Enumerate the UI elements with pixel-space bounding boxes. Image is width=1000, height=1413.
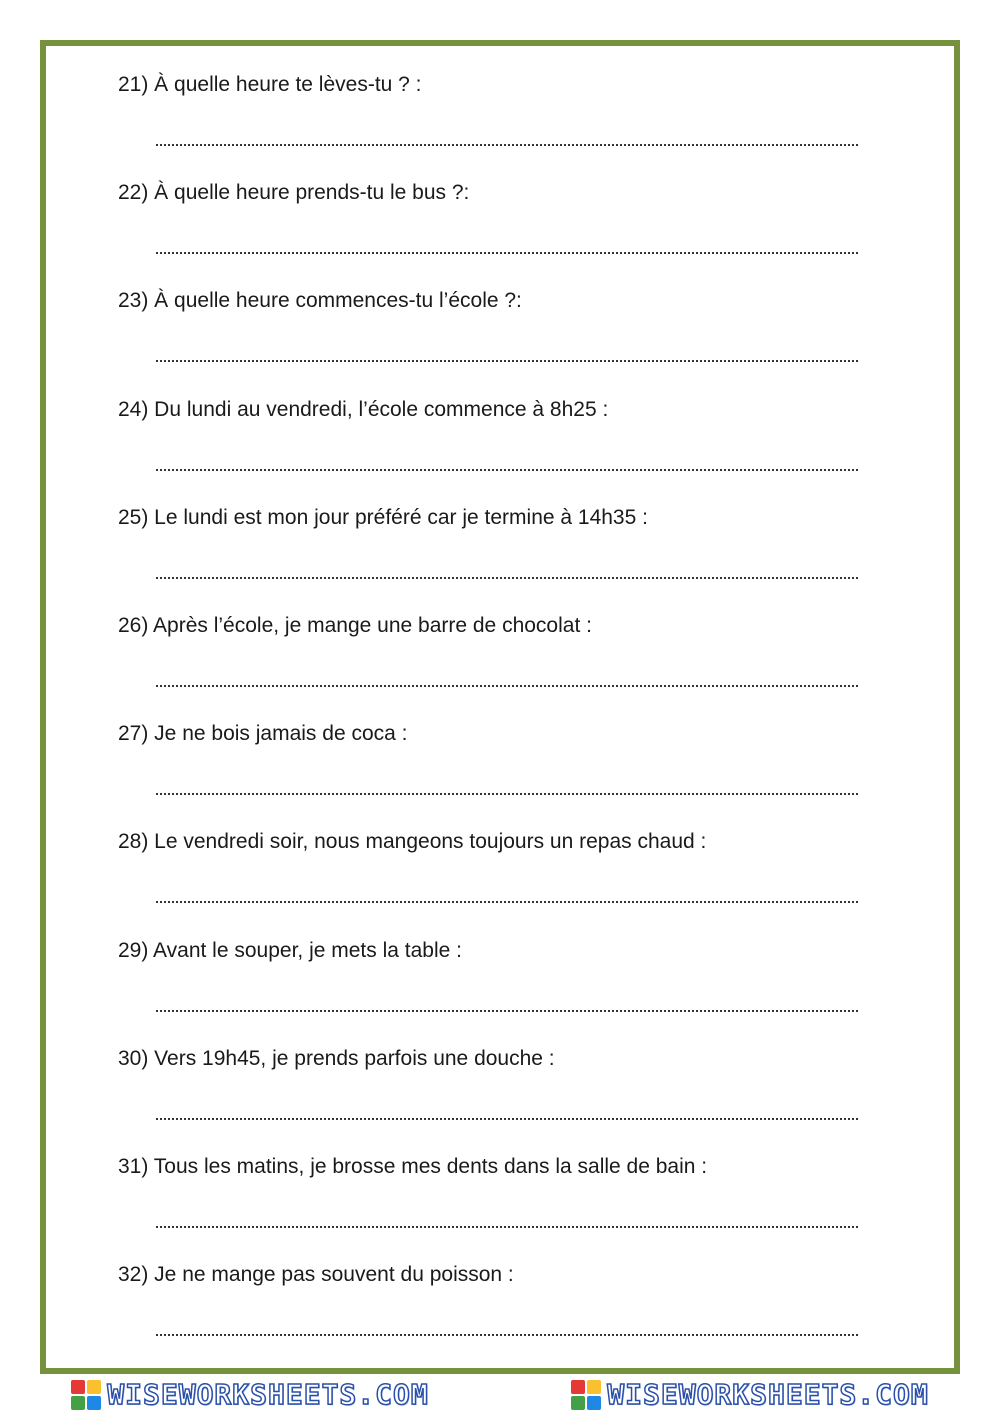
answer-line[interactable] <box>156 986 858 1012</box>
question-text: 32) Je ne mange pas souvent du poisson : <box>118 1263 514 1287</box>
footer-watermark <box>0 1376 1000 1413</box>
answer-line[interactable] <box>156 1094 858 1120</box>
question-item <box>118 611 878 719</box>
question-text: 21) À quelle heure te lèves-tu ? : <box>118 73 422 96</box>
question-item <box>118 827 878 935</box>
logo-square <box>87 1396 101 1410</box>
question-text: 22) À quelle heure prends-tu le bus ?: <box>118 181 470 205</box>
answer-line[interactable] <box>156 877 858 903</box>
answer-line[interactable] <box>156 336 858 362</box>
question-text: 25) Le lundi est mon jour préféré car je termine à 14h35 : <box>118 505 648 529</box>
question-item <box>118 1260 878 1368</box>
answer-line[interactable] <box>156 120 858 146</box>
question-text: 24) Du lundi au vendredi, l’école commence à 8h25 : <box>118 397 609 421</box>
question-text: 30) Vers 19h45, je prends parfois une douche : <box>118 1046 555 1070</box>
logo-square <box>571 1380 585 1394</box>
logo-square <box>571 1396 585 1410</box>
answer-line[interactable] <box>156 769 858 795</box>
logo-square <box>87 1380 101 1394</box>
brand-left[interactable] <box>71 1378 428 1411</box>
question-item <box>118 70 878 178</box>
question-item <box>118 1152 878 1260</box>
answer-line[interactable] <box>156 661 858 687</box>
question-item <box>118 936 878 1044</box>
question-text: 29) Avant le souper, je mets la table : <box>118 938 462 962</box>
question-item <box>118 1044 878 1152</box>
question-text: 23) À quelle heure commences-tu l’école ?: <box>118 289 522 313</box>
answer-line[interactable] <box>156 228 858 254</box>
wise-logo-icon <box>571 1380 601 1410</box>
question-item <box>118 286 878 394</box>
question-item <box>118 719 878 827</box>
logo-square <box>71 1380 85 1394</box>
brand-text: WISEWORKSHEETS.COM <box>607 1378 929 1411</box>
question-text: 27) Je ne bois jamais de coca : <box>118 722 408 746</box>
brand-right[interactable] <box>571 1378 928 1411</box>
question-text: 31) Tous les matins, je brosse mes dents dans la salle de bain : <box>118 1154 708 1178</box>
question-item <box>118 395 878 503</box>
answer-line[interactable] <box>156 1202 858 1228</box>
question-list <box>118 70 878 1368</box>
question-item <box>118 178 878 286</box>
brand-text: WISEWORKSHEETS.COM <box>107 1378 429 1411</box>
wise-logo-icon <box>71 1380 101 1410</box>
question-text: 26) Après l’école, je mange une barre de chocolat : <box>118 613 592 637</box>
answer-line[interactable] <box>156 1310 858 1336</box>
logo-square <box>587 1396 601 1410</box>
answer-line[interactable] <box>156 445 858 471</box>
question-item <box>118 503 878 611</box>
question-text: 28) Le vendredi soir, nous mangeons toujours un repas chaud : <box>118 830 707 854</box>
logo-square <box>587 1380 601 1394</box>
answer-line[interactable] <box>156 553 858 579</box>
logo-square <box>71 1396 85 1410</box>
